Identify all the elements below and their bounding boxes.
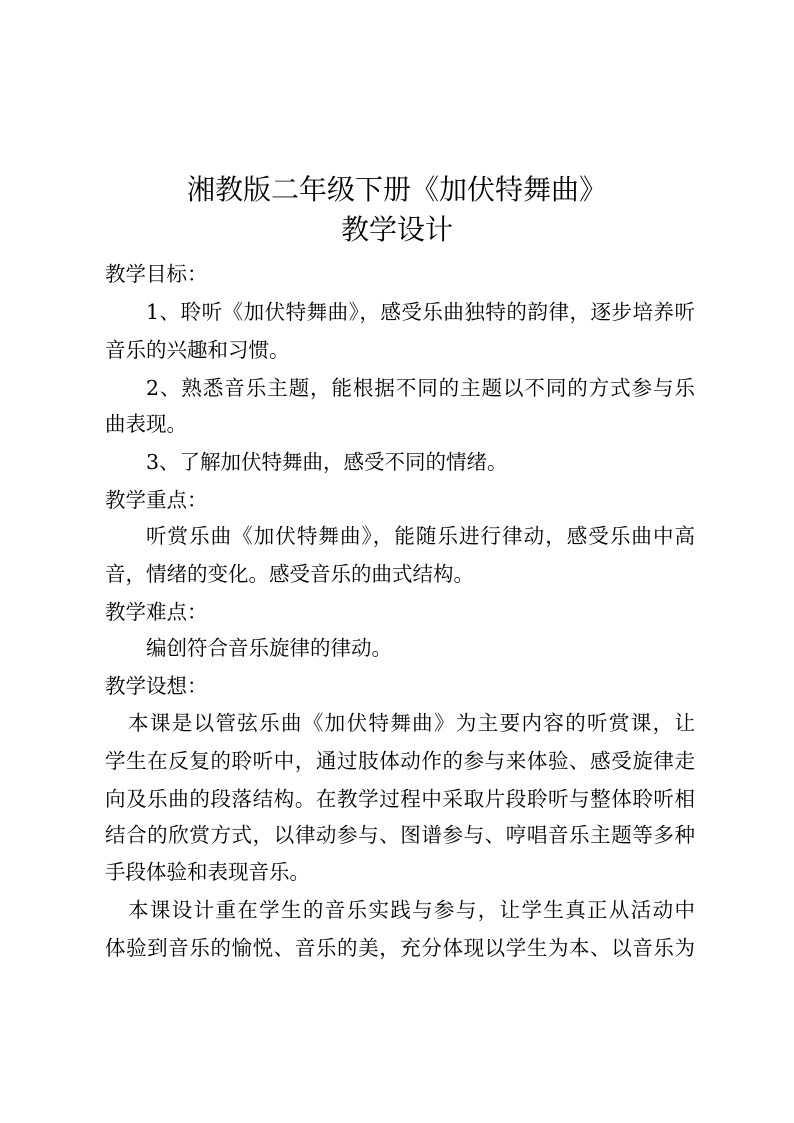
paragraph-line: 听赏乐曲《加伏特舞曲》，能随乐进行律动，感受乐曲中高 (146, 524, 695, 548)
paragraph-line: 本课设计重在学生的音乐实践与参与，让学生真正从活动中 (128, 898, 695, 922)
document-title: 湘教版二年级下册《加伏特舞曲》 (186, 173, 607, 206)
paragraph-line: 1、聆听《加伏特舞曲》，感受乐曲独特的韵律，逐步培养听 (146, 300, 695, 324)
paragraph-line: 音，情绪的变化。感受音乐的曲式结构。 (105, 562, 474, 586)
paragraph-line: 向及乐曲的段落结构。在教学过程中采取片段聆听与整体聆听相 (105, 787, 695, 811)
section-heading-objectives: 教学目标： (105, 262, 208, 286)
paragraph-line: 手段体验和表现音乐。 (105, 860, 310, 884)
paragraph-line: 2、熟悉音乐主题，能根据不同的主题以不同的方式参与乐 (146, 376, 695, 400)
paragraph-line: 本课是以管弦乐曲《加伏特舞曲》为主要内容的听赏课，让 (128, 711, 695, 735)
paragraph-line: 学生在反复的聆听中，通过肢体动作的参与来体验、感受旋律走 (105, 749, 695, 773)
paragraph-line: 编创符合音乐旋律的律动。 (146, 636, 392, 660)
paragraph-line: 结合的欣赏方式，以律动参与、图谱参与、哼唱音乐主题等多种 (105, 823, 695, 847)
paragraph-line: 体验到音乐的愉悦、音乐的美，充分体现以学生为本、以音乐为 (105, 936, 695, 960)
paragraph-line: 曲表现。 (105, 412, 187, 436)
section-heading-keypoints: 教学重点： (105, 488, 208, 512)
paragraph-line: 音乐的兴趣和习惯。 (105, 338, 290, 362)
document-subtitle: 教学设计 (340, 213, 453, 246)
section-heading-concept: 教学设想： (105, 674, 208, 698)
section-heading-difficulties: 教学难点： (105, 600, 208, 624)
paragraph-line: 3、了解加伏特舞曲，感受不同的情绪。 (146, 450, 508, 474)
